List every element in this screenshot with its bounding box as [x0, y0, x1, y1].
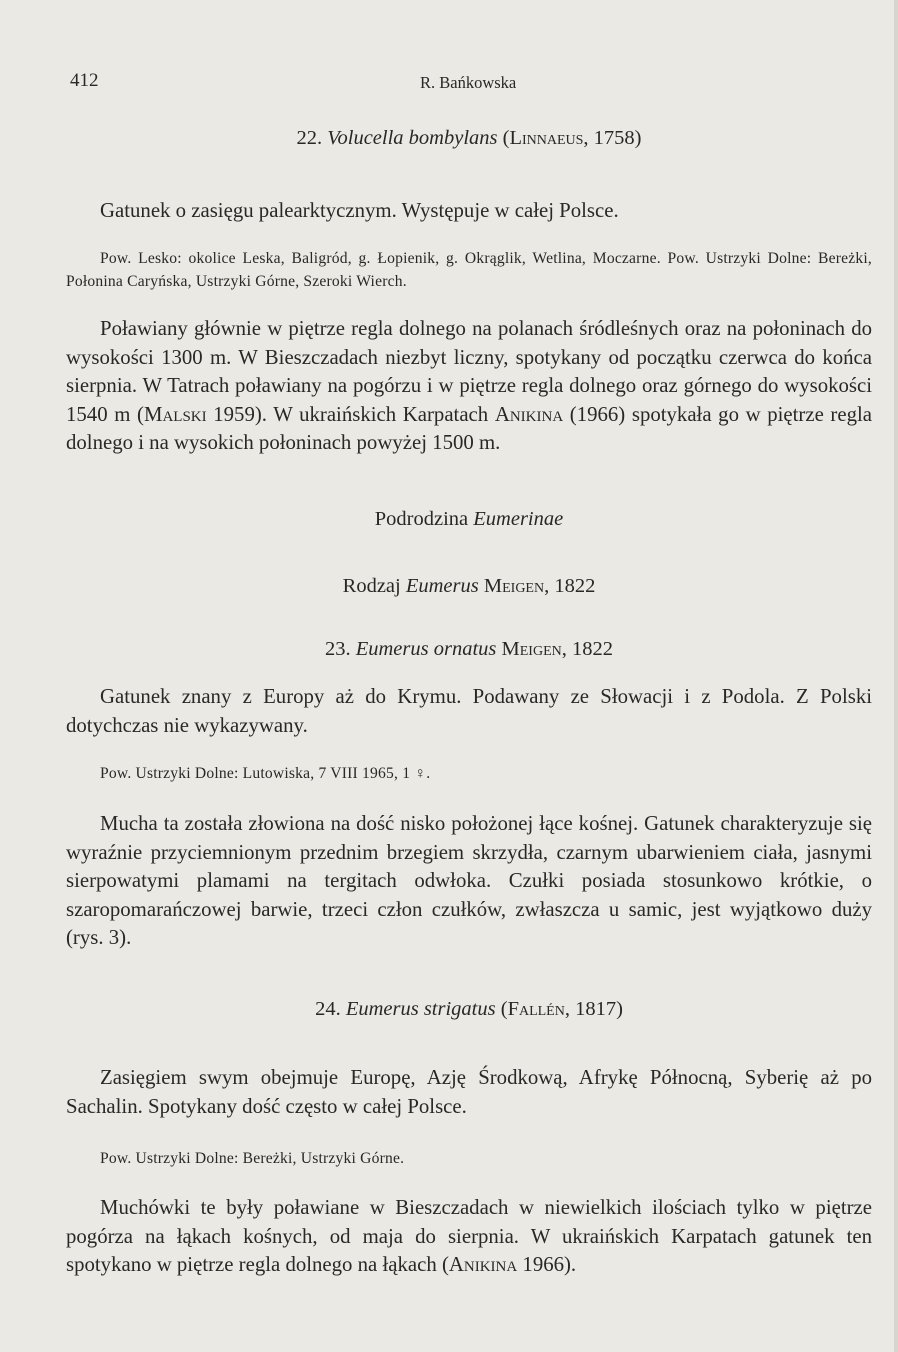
paren-open: (	[502, 127, 510, 149]
distribution-paragraph-24: Zasięgiem swym obejmuje Europę, Azję Środkową, Afrykę Północną, Syberię aż po Sachalin. Spotykany dość często w całej Polsce.	[66, 1066, 872, 1118]
page-edge	[894, 0, 898, 1352]
page-number: 412	[70, 70, 99, 91]
species-number: 24.	[315, 998, 341, 1020]
distribution-paragraph-23: Gatunek znany z Europy aż do Krymu. Podawany ze Słowacji i z Podola. Z Polski dotychczas nie wykazywany.	[66, 685, 872, 737]
species-author: Fallén	[507, 998, 565, 1020]
species-name: bombylans	[408, 127, 498, 149]
subfamily-heading	[66, 508, 872, 531]
distribution-paragraph-22: Gatunek o zasięgu palearktycznym. Występuje w całej Polsce.	[100, 199, 619, 222]
species-heading-22	[66, 127, 872, 150]
description-paragraph-23: Mucha ta została złowiona na dość nisko położonej łące kośnej. Gatunek charakteryzuje się wyraźnie przyciemnionym przednim brzegiem skrzydła, czarnym ubarwieniem ciała, jasnymi sierpowatymi plamami na tergitach odwłoka. Czułki posiada stosunkowo krótkie, o szaropomarańczowej barwie, trzeci człon czułków, zwłaszcza u samic, jest wyjątkowo duży (rys. 3).	[66, 812, 872, 950]
genus-heading	[66, 575, 872, 598]
species-heading-23	[66, 638, 872, 661]
genus-author: Meigen	[483, 575, 545, 597]
species-name: ornatus	[433, 638, 497, 660]
genus-name: Eumerus	[405, 575, 479, 597]
genus-label: Rodzaj	[342, 575, 401, 597]
ecology-paragraph-22	[66, 315, 872, 458]
species-heading-24	[66, 998, 872, 1021]
genus-name: Volucella	[327, 127, 404, 149]
text-run: 1966).	[517, 1253, 577, 1277]
species-author: Linnaeus	[509, 127, 584, 149]
subfamily-name: Eumerinae	[473, 508, 564, 530]
species-name: strigatus	[423, 998, 496, 1020]
species-number: 22.	[296, 127, 323, 149]
species-year: , 1817)	[564, 998, 623, 1020]
text-run: Poławiany głównie w piętrze regla dolnego na polanach śródleśnych oraz na połoninach do wysokości 1300 m. W Bieszczadach niezbyt liczny, spotykany od początku czerwca do końca sierpnia. W Tatrach poławiany na pogórzu i w piętrze regla dolnego oraz górnego do wysokości 1540 m (	[66, 317, 872, 426]
genus-name: Eumerus	[355, 638, 429, 660]
species-author: Meigen	[501, 638, 562, 660]
locality-record-23: Pow. Ustrzyki Dolne: Lutowiska, 7 VIII 1965, 1 ♀.	[100, 765, 431, 782]
genus-year: , 1822	[544, 575, 596, 597]
paren-open: (	[500, 998, 508, 1020]
text-run: (1966) spotykała go w piętrze regla dolnego i na wysokich połoninach powyżej 1500 m.	[66, 402, 872, 455]
text-run: 1959). W ukraińskich Karpatach	[206, 402, 495, 426]
genus-name: Eumerus	[345, 998, 419, 1020]
cited-author: Anikina	[494, 402, 564, 426]
text-run: Muchówki te były poławiane w Bieszczadach w niewielkich ilościach tylko w piętrze pogórza na łąkach kośnych, od maja do sierpnia. W ukraińskich Karpatach gatunek ten spotykano w piętrze regla dolnego na łąkach (	[66, 1196, 872, 1277]
cited-author: Malski	[143, 402, 207, 426]
cited-author: Anikina	[448, 1253, 518, 1277]
ecology-paragraph-24	[66, 1194, 872, 1280]
locality-record-24: Pow. Ustrzyki Dolne: Bereżki, Ustrzyki Górne.	[100, 1150, 405, 1167]
species-year: , 1758)	[583, 127, 642, 149]
subfamily-label: Podrodzina	[374, 508, 469, 530]
running-header	[70, 70, 868, 96]
species-year: , 1822	[561, 638, 613, 660]
species-number: 23.	[324, 638, 351, 660]
locality-record-22: Pow. Lesko: okolice Leska, Baligród, g. Łopienik, g. Okrąglik, Wetlina, Moczarne. Pow. Ustrzyki Dolne: Bereżki, Połonina Caryńska, Ustrzyki Górne, Szeroki Wierch.	[66, 250, 872, 290]
running-author: R. Bańkowska	[420, 73, 517, 92]
